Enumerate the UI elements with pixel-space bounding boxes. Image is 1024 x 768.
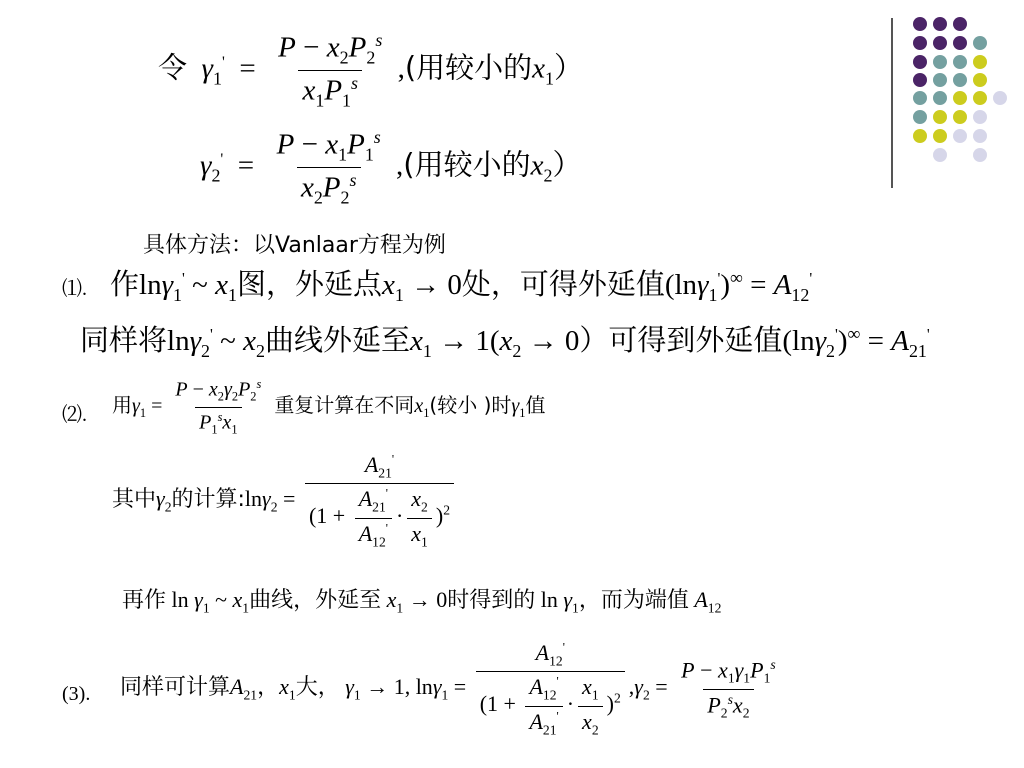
dot [933,55,947,69]
dot [953,36,967,50]
dot [913,36,927,50]
dot [953,73,967,87]
step2b-text-a: 其中 [112,487,157,513]
equation-gamma2: $\gamma_2'$ = $\frac{P - x_1P_1^s}{x_2P_2^s}$ ,(用较小的$x_2$） [200,127,582,208]
note-label: (用较小的 [403,147,531,182]
dot [913,55,927,69]
dot [973,129,987,143]
step1b-text-a: 同样将 [80,323,168,357]
dot [933,91,947,105]
method-text: 具体方法：以Vanlaar方程为例 [143,233,446,258]
dot [973,73,987,87]
step2-text-c: (较小 )时 [429,392,512,417]
step2-marker: ⑵. [62,404,87,426]
step3-line: 同样可计算$A_{21}$，$x_1$大， $\gamma_1 \to 1$, lnγ$_1$ = $A_{12}'$ (1 + $\frac{A_{12}'}{A_{21}'}$ · $\frac{x_1}{x_2}$ )$^2$ $,\gamma_2$ = $\frac{P - x_1\gamma_1P_1^s}{P_2^sx_2}$ [120,640,776,738]
var: x [532,52,546,85]
dot [913,73,927,87]
equation-gamma1: 令 $\gamma_1'$ = $\frac{P - x_2P_2^s}{x_1P_1^s}$ ,(用较小的$x_1$） [158,30,584,111]
dot [913,17,927,31]
close-paren: ） [554,50,584,85]
dot [933,110,947,124]
dot [973,36,987,50]
dot [973,148,987,162]
dot [973,55,987,69]
step2c-text-a: 再作 [122,588,167,613]
step2-line: 用$\gamma_1$ = $\frac{P - x_2\gamma_2P_2^s}{P_1^sx_1}$ 重复计算在不同$x_1$(较小 )时$\gamma_1$值 [112,377,546,437]
step2c-text-d: ，而为端值 [578,588,689,613]
step1-text-c: 处，可得外延值 [461,267,665,301]
step3-marker: (3). [62,683,91,705]
step1b-text-c: ）可得到外延值 [579,323,783,357]
step2c-text-c: 时得到的 [447,588,536,613]
dot [913,91,927,105]
var: x [530,149,544,182]
dot [973,91,987,105]
dot [933,129,947,143]
step3-comma: , [628,674,635,700]
dot [933,73,947,87]
step2b-text-b: 的计算: [171,487,245,513]
dot [953,17,967,31]
vertical-divider [891,18,893,188]
intro-text: 令 [158,50,188,85]
var-sub: 1 [545,68,554,89]
step1b-text-b: 曲线外延至 [264,323,410,357]
dot [953,55,967,69]
step3-text-a: 同样可计算 [120,675,231,701]
step1-marker: ⑴. [62,278,87,300]
close-paren: ） [552,147,582,182]
step2-text-a: 用 [112,392,132,417]
step2c-text-b: 曲线，外延至 [249,588,382,613]
step3-text-c: 大， [295,675,340,701]
var-sub: 2 [543,165,553,186]
step1-text-a: 作 [110,267,140,301]
step2-text-b: 重复计算在不同 [274,392,415,417]
dot [953,129,967,143]
dot [953,91,967,105]
dot [973,110,987,124]
step1-line: 作lnγ$_1$' ~ $x_1$图，外延点$x_1 \to 0$处，可得外延值$(\ln\gamma_1')^\infty = A_{12}'$ [110,267,813,305]
dot [933,17,947,31]
dot [933,148,947,162]
step1b-line: 同样将lnγ$_2$' ~ $x_2$曲线外延至$x_1 \to 1(x_2 \to 0)$可得到外延值$(\ln\gamma_2')^\infty = A_{21}'$ [80,323,930,361]
step2c-line: 再作 $\ln \gamma_1$ ~ $x_1$曲线，外延至 $x_1 \to 0$时得到的 $\ln \gamma_1$，而为端值 $A_{12}$ [122,587,722,616]
step2b-line: 其中$\gamma_2$的计算:lnγ$_2$ = $A_{21}'$ (1 + $\frac{A_{21}'}{A_{12}'}$ · $\frac{x_2}{x_1}$ )$^2$ [112,452,458,550]
dot [913,110,927,124]
dot [933,36,947,50]
note-label: (用较小的 [404,50,533,85]
dot [953,110,967,124]
step2-text-d: 值 [525,392,546,417]
dot [993,91,1007,105]
step1-text-b: 图，外延点 [236,267,382,301]
step3-text-b: ， [257,675,280,701]
dot [913,129,927,143]
